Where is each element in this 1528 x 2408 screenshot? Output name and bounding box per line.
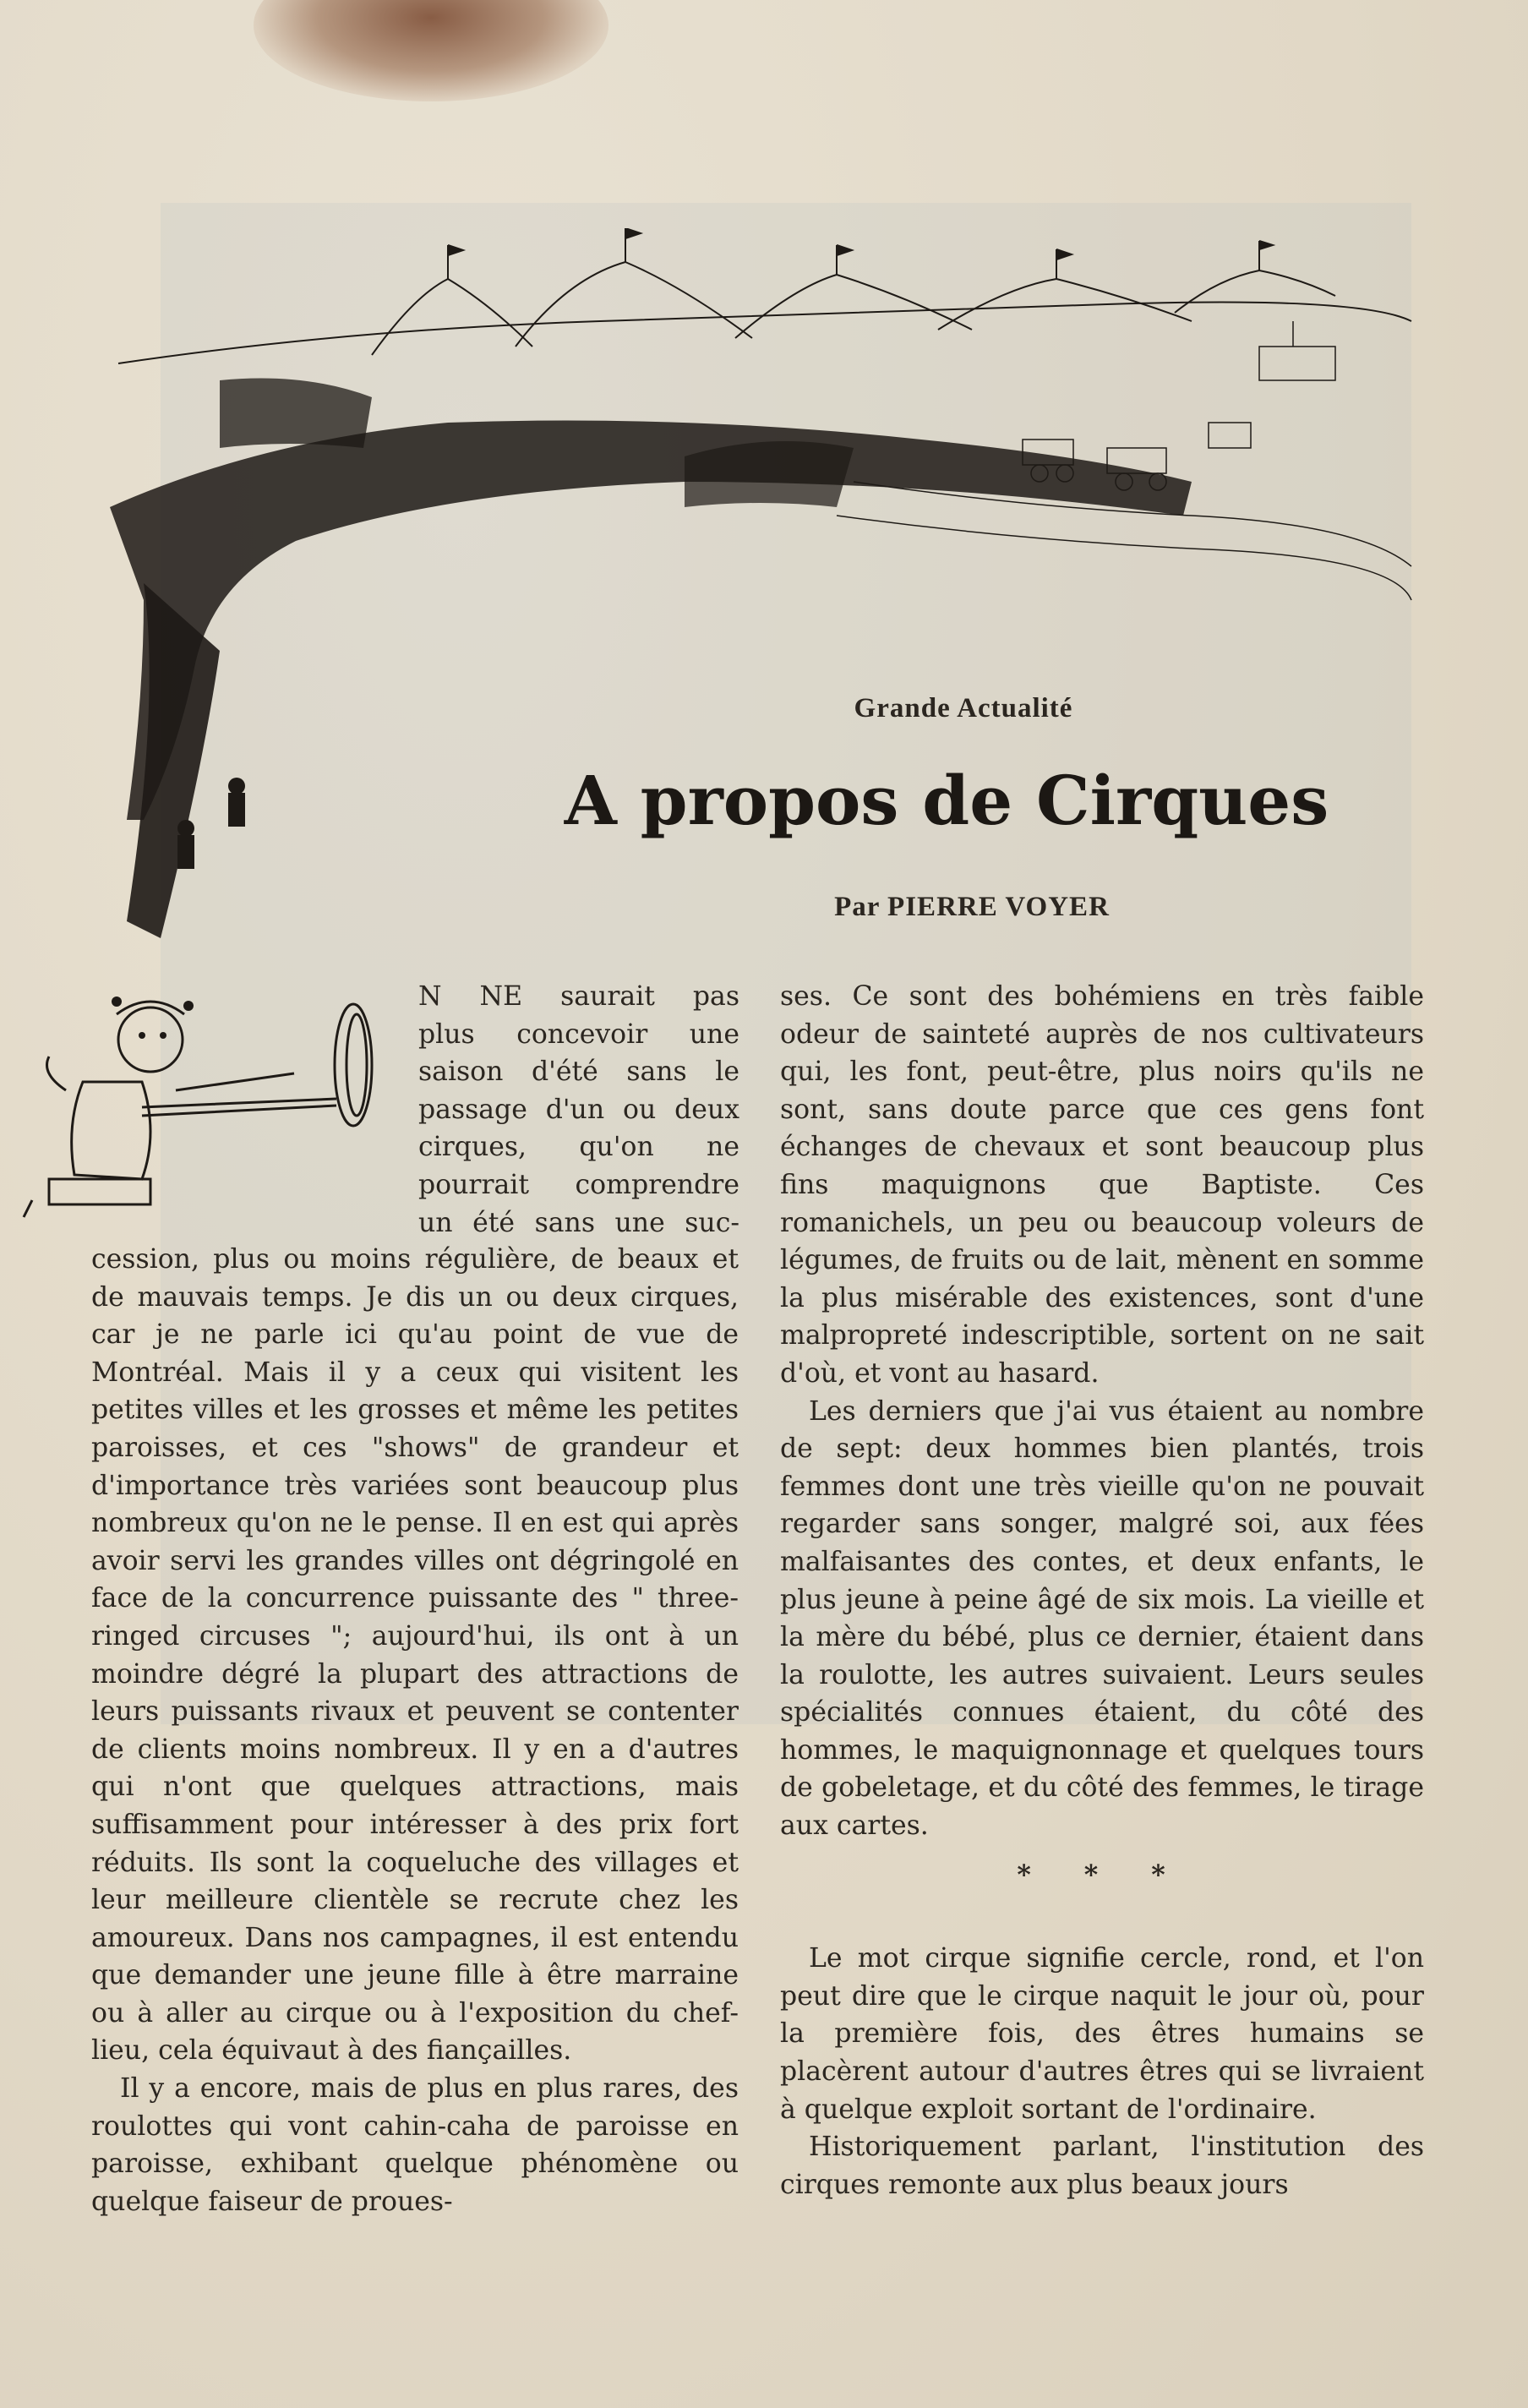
paragraph: cession, plus ou moins régulière, de beaux et de mauvais temps. Je dis un ou deux cirques, car je ne parle ici qu'au point de vue de Montréal. Mais il y a ceux qui visitent les petites villes et les grosses et même les petites paroisses, et ces "shows" de grandeur et d'importance très variées sont beaucoup plus nombreux qu'on ne le pense. Il en est qui après avoir servi les grandes villes ont dégringolé en face de la concurrence puissante des " three-ringed circuses "; aujourd'hui, ils ont à un moindre dégré la plupart des attractions de leurs puissants rivaux et peuvent se contenter de clients moins nombreux. Il y en a d'autres qui n'ont que quelques attractions, mais suffisamment pour intéresser à des prix fort réduits. Ils sont la coqueluche des villages et leur meilleure clientèle se recrute chez les amoureux. Dans nos campagnes, il est entendu que demander une jeune fille à être marraine ou à aller au cirque ou à l'exposition du chef-lieu, cela équivaut à des fiançailles.: [91, 1244, 739, 2067]
lead-line: N NE saurait pas: [418, 981, 739, 1012]
lead-line: passage d'un ou deux: [418, 1094, 739, 1125]
article-title: A propos de Cirques: [564, 761, 1329, 840]
paragraph: ses. Ce sont des bohémiens en très faible odeur de sainteté auprès de nos cultivateurs qui, les font, peut-être, plus noirs qu'ils ne sont, sans doute parce que ces gens font échanges de chevaux et sont beaucoup plus fins maquignons que Baptiste. Ces romanichels, un peu ou beaucoup voleurs de légumes, de fruits ou de lait, mènent en somme la plus misérable des existences, sont d'une malpropreté indescriptible, sortent on ne sait d'où, et vont au hasard.: [780, 981, 1424, 1389]
coffee-stain: [254, 0, 608, 101]
lead-line: un été sans une suc-: [418, 1207, 739, 1238]
paragraph: Historiquement parlant, l'institution des cirques remonte aux plus beaux jours: [780, 2132, 1424, 2200]
paragraph: Le mot cirque signifie cercle, rond, et l'on peut dire que le cirque naquit le jour où, pour la première fois, des êtres humains se placèrent autour d'autres êtres qui se livraient à quelque exploit sortant de l'ordinaire.: [780, 1943, 1424, 2125]
column-1-body: [91, 1241, 739, 2220]
lead-line: pourrait comprendre: [418, 1169, 739, 1200]
article-byline: Par PIERRE VOYER: [834, 892, 1110, 922]
section-separator: * * *: [1017, 1859, 1187, 1891]
column-1-lead: [418, 978, 739, 1242]
clown-with-hoop-icon: [15, 980, 412, 1226]
lead-line: plus concevoir une: [418, 1018, 739, 1050]
lead-line: cirques, qu'on ne: [418, 1132, 739, 1163]
circus-illustration: [93, 228, 1428, 955]
paragraph: Il y a encore, mais de plus en plus rares, des roulottes qui vont cahin-caha de paroisse en paroisse, exhibant quelque phénomène ou quelque faiseur de proues-: [91, 2073, 739, 2217]
column-2-body: [780, 978, 1424, 2203]
lead-line: saison d'été sans le: [418, 1057, 739, 1088]
section-kicker: Grande Actualité: [854, 693, 1073, 723]
paragraph: Les derniers que j'ai vus étaient au nombre de sept: deux hommes bien plantés, trois femmes dont une très vieille qu'on ne pouvait regarder sans songer, malgré soi, aux fées malfaisantes des contes, et deux enfants, le plus jeune à peine âgé de six mois. La vieille et la mère du bébé, plus ce dernier, étaient dans la roulotte, les autres suivaient. Leurs seules spécialités connues étaient, du côté des hommes, le maquignonnage et quelques tours de gobeletage, et du côté des femmes, le tirage aux cartes.: [780, 1395, 1424, 1842]
